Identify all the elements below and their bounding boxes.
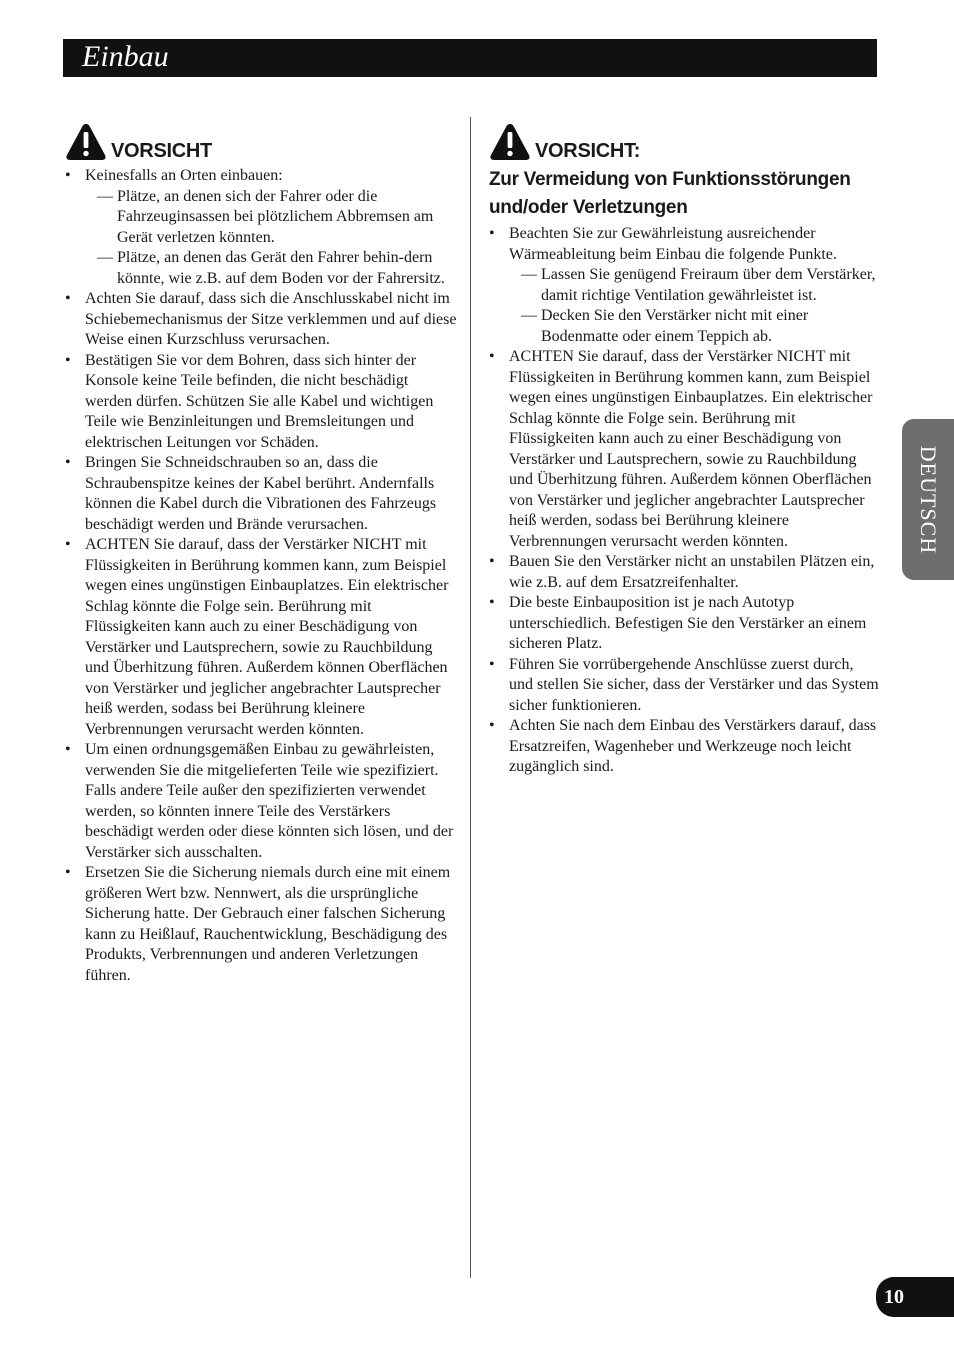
caution-title: VORSICHT	[111, 140, 212, 162]
list-item	[65, 351, 457, 454]
list-item	[65, 453, 457, 535]
list-item	[489, 716, 879, 778]
language-tab	[902, 419, 954, 580]
left-column	[65, 118, 457, 986]
left-caution-list	[65, 166, 457, 986]
list-item-text: Die beste Einbauposition ist je nach Autotyp unterschiedlich. Befestigen Sie den Verstärker an einem sicheren Platz.	[509, 594, 867, 652]
list-item	[489, 552, 879, 593]
sub-list-item: — Decken Sie den Verstärker nicht mit einer Bodenmatte oder einem Teppich ab.	[509, 306, 879, 347]
list-item-text: Achten Sie nach dem Einbau des Verstärkers darauf, dass Ersatzreifen, Wagenheber und Werkzeuge noch leicht zugänglich sind.	[509, 717, 877, 775]
list-item	[65, 535, 457, 740]
caution-header-right	[489, 118, 879, 162]
page-number: 10	[884, 1286, 904, 1308]
warning-triangle-icon	[65, 122, 107, 162]
sub-list-item: — Plätze, an denen sich der Fahrer oder die Fahrzeuginsassen bei plötzlichem Abbremsen am Gerät verletzen könnten.	[85, 187, 457, 249]
caution-subheading: Zur Vermeidung von Funktionsstörungen und/oder Verletzungen	[489, 169, 851, 218]
sub-list	[509, 265, 879, 347]
list-item-text: Keinesfalls an Orten einbauen:	[85, 167, 283, 184]
right-caution-list	[489, 224, 879, 778]
caution-header-left	[65, 118, 457, 162]
list-item-text: Ersetzen Sie die Sicherung niemals durch eine mit einem größeren Wert bzw. Nennwert, als die ursprüngliche Sicherung hatte. Der Gebrauch einer falschen Sicherung kann zu Heißlauf, Rauchentwicklung, Beschädigung des Produkts, Verbrennungen und anderen Verletzungen führen.	[85, 864, 451, 984]
language-tab-label: DEUTSCH	[916, 445, 941, 554]
list-item	[489, 347, 879, 552]
column-divider	[470, 117, 471, 1278]
list-item-text: Führen Sie vorrübergehende Anschlüsse zuerst durch, und stellen Sie sicher, dass der Verstärker und das System sicher funktionieren.	[509, 655, 879, 714]
list-item	[489, 224, 879, 347]
list-item-text: Um einen ordnungsgemäßen Einbau zu gewährleisten, verwenden Sie die mitgelieferten Teile wie spezifiziert. Falls andere Teile außer den spezifizierten verwendet werden, so könnten innere Teile des Verstärkers beschädigt werden oder diese könnten sich lösen, und der Verstärker sich ausschalten.	[85, 741, 454, 861]
sub-list	[85, 187, 457, 290]
sub-list-item: — Lassen Sie genügend Freiraum über dem Verstärker, damit richtige Ventilation gewährleistet ist.	[509, 265, 879, 306]
list-item	[489, 655, 879, 717]
list-item-text: Bestätigen Sie vor dem Bohren, dass sich hinter der Konsole keine Teile befinden, die nicht beschädigt werden dürfen. Schützen Sie alle Kabel und wichtigen Teile wie Benzinleitungen und Bremsleitungen und elektrischen Leitungen vor Schäden.	[85, 351, 434, 451]
caution-title: VORSICHT:	[535, 140, 641, 162]
list-item	[65, 166, 457, 289]
list-item	[65, 289, 457, 351]
list-item-text: ACHTEN Sie darauf, dass der Verstärker NICHT mit Flüssigkeiten in Berührung kommen kann, zum Beispiel wegen eines ungünstigen Einbauplatzes. Ein elektrischer Schlag könnte die Folge sein. Berührung mit Flüssigkeiten kann auch zu einer Beschädigung von Verstärker und Lautsprechern, sowie zu Rauchbildung und Überhitzung führen. Außerdem können Oberflächen von Verstärker und jeglicher angebrachter Lautsprecher heiß werden, sodass bei Berührung kleinere Verbrennungen verursacht werden könnten.	[509, 348, 873, 550]
list-item-text: Bringen Sie Schneidschrauben so an, dass die Schraubenspitze keines der Kabel berührt. Andernfalls können die Kabel durch die Vibrationen des Fahrzeugs beschädigt werden und Brände verursachen.	[85, 454, 437, 533]
sub-list-item: — Plätze, an denen das Gerät den Fahrer behin-dern könnte, wie z.B. auf dem Boden vor der Fahrersitz.	[85, 248, 457, 289]
list-item	[65, 863, 457, 986]
warning-triangle-icon	[489, 122, 531, 162]
list-item	[65, 740, 457, 863]
page-title: Einbau	[82, 40, 169, 73]
list-item	[489, 593, 879, 655]
right-column	[489, 118, 879, 778]
list-item-text: Achten Sie darauf, dass sich die Anschlusskabel nicht im Schiebemechanismus der Sitze verklemmen und auf diese Weise einen Kurzschluss verursachen.	[85, 290, 457, 348]
section-title-bar	[63, 39, 877, 77]
page-number-badge	[876, 1277, 954, 1317]
list-item-text: Beachten Sie zur Gewährleistung ausreichender Wärmeableitung beim Einbau die folgende Punkte.	[509, 225, 837, 263]
list-item-text: ACHTEN Sie darauf, dass der Verstärker NICHT mit Flüssigkeiten in Berührung kommen kann, zum Beispiel wegen eines ungünstigen Einbauplatzes. Ein elektrischer Schlag könnte die Folge sein. Berührung mit Flüssigkeiten kann auch zu einer Beschädigung von Verstärker und Lautsprechern, sowie zu Rauchbildung und Überhitzung führen. Außerdem können Oberflächen von Verstärker und jeglicher angebrachter Lautsprecher heiß werden, sodass bei Berührung kleinere Verbrennungen verursacht werden könnten.	[85, 536, 449, 738]
list-item-text: Bauen Sie den Verstärker nicht an unstabilen Plätzen ein, wie z.B. auf dem Ersatzreifenhalter.	[509, 553, 875, 591]
